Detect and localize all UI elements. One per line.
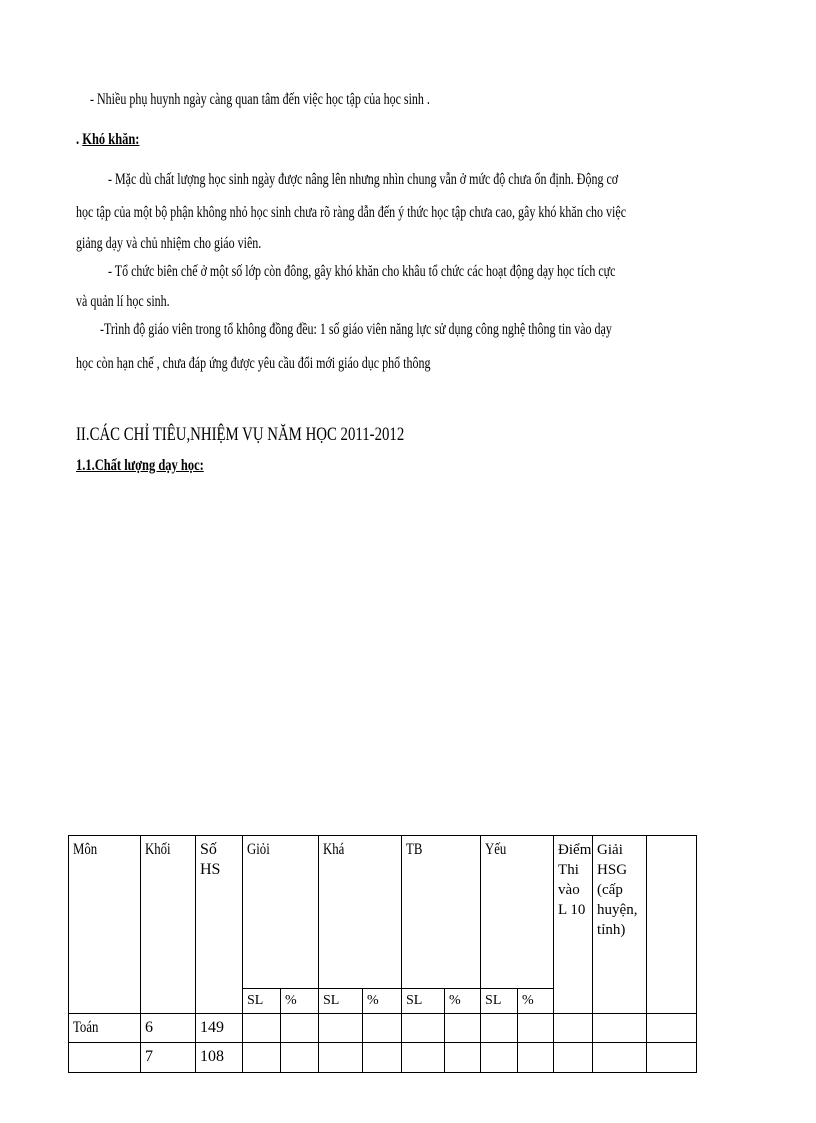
subheader-yeu-sl: SL bbox=[481, 988, 518, 1013]
cell-khoi: 6 bbox=[141, 1014, 196, 1042]
paragraph-3-line-1: -Trình độ giáo viên trong tổ không đồng đều: 1 số giáo viên năng lực sử dụng công nghệ thông tin vào dạy bbox=[100, 321, 612, 338]
cell-empty bbox=[243, 1014, 281, 1042]
cell-empty bbox=[363, 1042, 402, 1072]
subheader-gioi-sl: SL bbox=[243, 988, 281, 1013]
cell-empty bbox=[554, 1014, 593, 1042]
difficulties-heading: . Khó khăn: bbox=[76, 131, 140, 148]
cell-empty bbox=[243, 1042, 281, 1072]
subheader-gioi-pct: % bbox=[281, 988, 319, 1013]
cell-empty bbox=[481, 1042, 518, 1072]
cell-mon: Toán bbox=[69, 1014, 141, 1042]
subheader-kha-sl: SL bbox=[319, 988, 363, 1013]
header-blank bbox=[647, 836, 697, 1014]
paragraph-1-line-3: giảng dạy và chủ nhiệm cho giáo viên. bbox=[76, 235, 262, 252]
cell-empty bbox=[402, 1042, 445, 1072]
cell-empty bbox=[445, 1042, 481, 1072]
quality-table bbox=[68, 835, 697, 1073]
header-giai-hsg: Giải HSG (cấp huyện, tỉnh) bbox=[593, 836, 647, 1014]
header-mon: Môn bbox=[69, 836, 141, 1014]
cell-empty bbox=[647, 1014, 697, 1042]
paragraph-3-line-2: học còn hạn chế , chưa đáp ứng được yêu cầu đổi mới giáo dục phổ thông bbox=[76, 355, 431, 372]
paragraph-2-line-2: và quản lí học sinh. bbox=[76, 293, 170, 310]
subheader-tb-pct: % bbox=[445, 988, 481, 1013]
cell-empty bbox=[445, 1014, 481, 1042]
header-diem-thi: Điểm Thi vào L 10 bbox=[554, 836, 593, 1014]
cell-empty bbox=[554, 1042, 593, 1072]
cell-khoi: 7 bbox=[141, 1042, 196, 1072]
cell-empty bbox=[319, 1014, 363, 1042]
section-heading: II.CÁC CHỈ TIÊU,NHIỆM VỤ NĂM HỌC 2011-2012 bbox=[76, 424, 405, 445]
cell-mon bbox=[69, 1042, 141, 1072]
table-row bbox=[69, 1042, 697, 1072]
paragraph-1-line-1: - Mặc dù chất lượng học sinh ngày được nâng lên nhưng nhìn chung vẫn ở mức độ chưa ổn định. Động cơ bbox=[108, 171, 619, 188]
cell-empty bbox=[281, 1042, 319, 1072]
subheader-tb-sl: SL bbox=[402, 988, 445, 1013]
cell-so-hs: 108 bbox=[196, 1042, 243, 1072]
header-so-hs: Số HS bbox=[196, 836, 243, 1014]
cell-so-hs: 149 bbox=[196, 1014, 243, 1042]
subheader-kha-pct: % bbox=[363, 988, 402, 1013]
cell-empty bbox=[281, 1014, 319, 1042]
paragraph-2-line-1: - Tổ chức biên chế ở một số lớp còn đông, gây khó khăn cho khâu tổ chức các hoạt động dạy học tích cực bbox=[108, 263, 616, 280]
header-kha: Khá bbox=[319, 836, 402, 989]
cell-empty bbox=[518, 1042, 554, 1072]
intro-line: - Nhiều phụ huynh ngày càng quan tâm đến việc học tập của học sinh . bbox=[90, 91, 430, 108]
header-gioi: Giỏi bbox=[243, 836, 319, 989]
header-yeu: Yếu bbox=[481, 836, 554, 989]
cell-empty bbox=[593, 1042, 647, 1072]
subsection-heading: 1.1.Chất lượng dạy học: bbox=[76, 457, 204, 474]
table-row bbox=[69, 1014, 697, 1042]
table-header-row bbox=[69, 836, 697, 989]
cell-empty bbox=[593, 1014, 647, 1042]
header-khoi: Khối bbox=[141, 836, 196, 1014]
cell-empty bbox=[481, 1014, 518, 1042]
subheader-yeu-pct: % bbox=[518, 988, 554, 1013]
paragraph-1-line-2: học tập của một bộ phận không nhỏ học sinh chưa rõ ràng dẫn đến ý thức học tập chưa cao, gây khó khăn cho việc bbox=[76, 204, 627, 221]
cell-empty bbox=[518, 1014, 554, 1042]
cell-empty bbox=[363, 1014, 402, 1042]
cell-empty bbox=[319, 1042, 363, 1072]
cell-empty bbox=[402, 1014, 445, 1042]
cell-empty bbox=[647, 1042, 697, 1072]
header-tb: TB bbox=[402, 836, 481, 989]
